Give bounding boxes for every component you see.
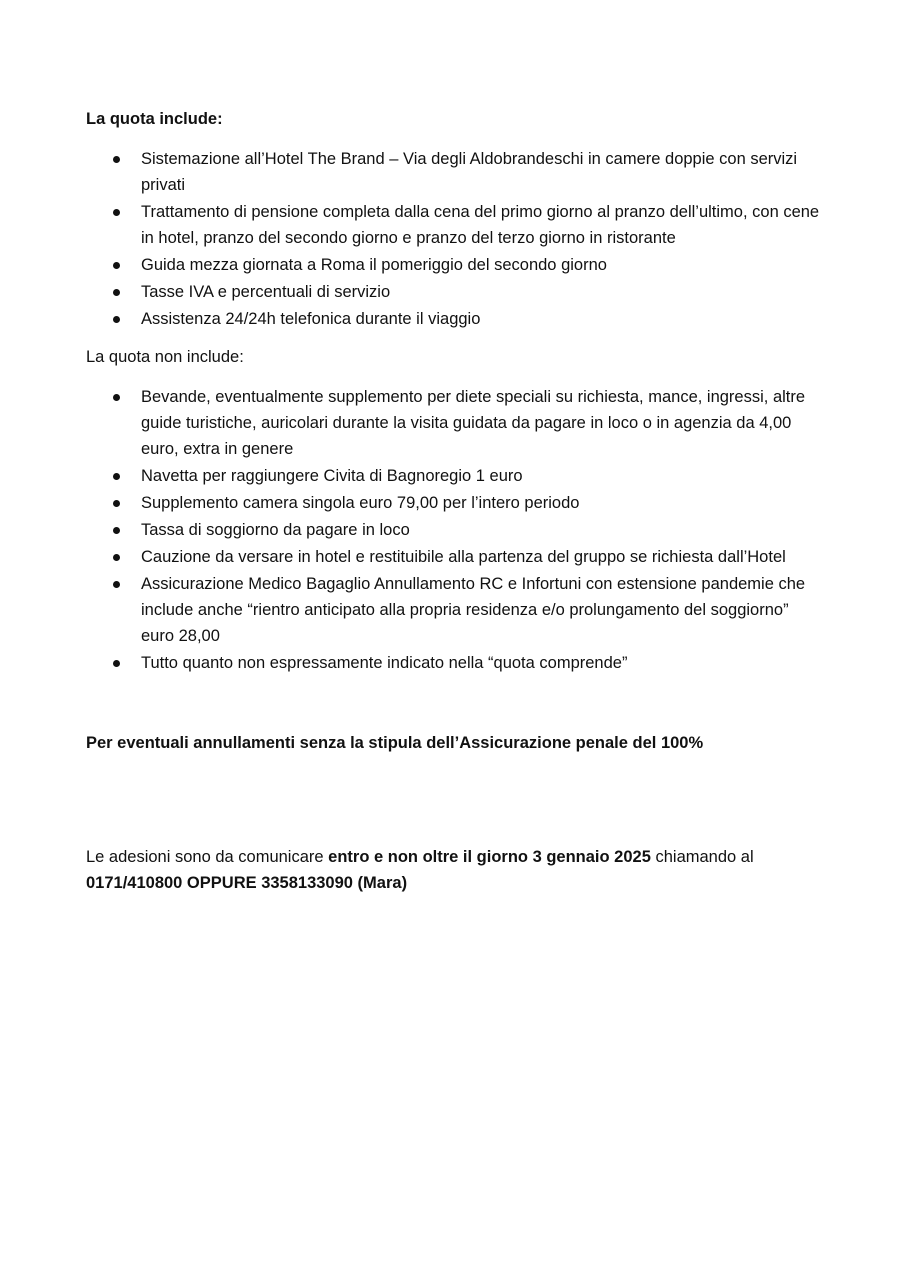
list-item-text: Tutto quanto non espressamente indicato nella “quota comprende” <box>141 654 628 672</box>
list-item-text: Bevande, eventualmente supplemento per diete speciali su richiesta, mance, ingressi, altre guide turistiche, auricolari durante la visita guidata da pagare in loco o in agenzia da 4,00 euro, extra in genere <box>141 388 806 458</box>
list-item <box>86 544 826 570</box>
list-item-text: Tasse IVA e percentuali di servizio <box>141 283 391 301</box>
list-item <box>86 199 826 251</box>
list-item <box>86 571 826 649</box>
bullet-icon <box>113 581 120 588</box>
bullet-icon <box>113 316 120 323</box>
bullet-icon <box>113 209 120 216</box>
adhesion-middle: chiamando al <box>650 848 754 866</box>
list-item-text: Sistemazione all’Hotel The Brand – Via degli Aldobrandeschi in camere doppie con servizi privati <box>141 150 798 194</box>
list-item <box>86 146 826 198</box>
excludes-heading: La quota non include: <box>86 348 244 366</box>
list-item <box>86 463 826 489</box>
bullet-icon <box>113 527 120 534</box>
includes-heading: La quota include: <box>86 110 223 128</box>
bullet-icon <box>113 554 120 561</box>
list-item-text: Tassa di soggiorno da pagare in loco <box>141 521 410 539</box>
cancellation-penalty-note: Per eventuali annullamenti senza la stipula dell’Assicurazione penale del 100% <box>86 734 704 752</box>
list-item-text: Supplemento camera singola euro 79,00 per l’intero periodo <box>141 494 580 512</box>
list-item-text: Guida mezza giornata a Roma il pomeriggio del secondo giorno <box>141 256 607 274</box>
adhesion-phone-numbers: 0171/410800 OPPURE 3358133090 (Mara) <box>86 874 408 892</box>
list-item <box>86 650 826 676</box>
document-content <box>86 106 826 896</box>
bullet-icon <box>113 289 120 296</box>
list-item <box>86 252 826 278</box>
adhesion-prefix: Le adesioni sono da comunicare <box>86 848 329 866</box>
list-item <box>86 490 826 516</box>
adhesion-deadline: entro e non oltre il giorno 3 gennaio 2025 <box>328 848 651 866</box>
bullet-icon <box>113 500 120 507</box>
list-item-text: Assistenza 24/24h telefonica durante il viaggio <box>141 310 481 328</box>
bullet-icon <box>113 473 120 480</box>
list-item-text: Assicurazione Medico Bagaglio Annullamento RC e Infortuni con estensione pandemie che include anche “rientro anticipato alla propria residenza e/o prolungamento del soggiorno” euro 28,00 <box>141 575 806 645</box>
bullet-icon <box>113 156 120 163</box>
list-item <box>86 517 826 543</box>
excludes-list <box>86 384 826 676</box>
adhesion-paragraph <box>86 844 826 896</box>
list-item <box>86 384 826 462</box>
includes-list <box>86 146 826 332</box>
list-item <box>86 279 826 305</box>
bullet-icon <box>113 394 120 401</box>
bullet-icon <box>113 262 120 269</box>
list-item-text: Cauzione da versare in hotel e restituibile alla partenza del gruppo se richiesta dall’Hotel <box>141 548 786 566</box>
list-item-text: Trattamento di pensione completa dalla cena del primo giorno al pranzo dell’ultimo, con cene in hotel, pranzo del secondo giorno e pranzo del terzo giorno in ristorante <box>141 203 820 247</box>
bullet-icon <box>113 660 120 667</box>
list-item <box>86 306 826 332</box>
list-item-text: Navetta per raggiungere Civita di Bagnoregio 1 euro <box>141 467 523 485</box>
